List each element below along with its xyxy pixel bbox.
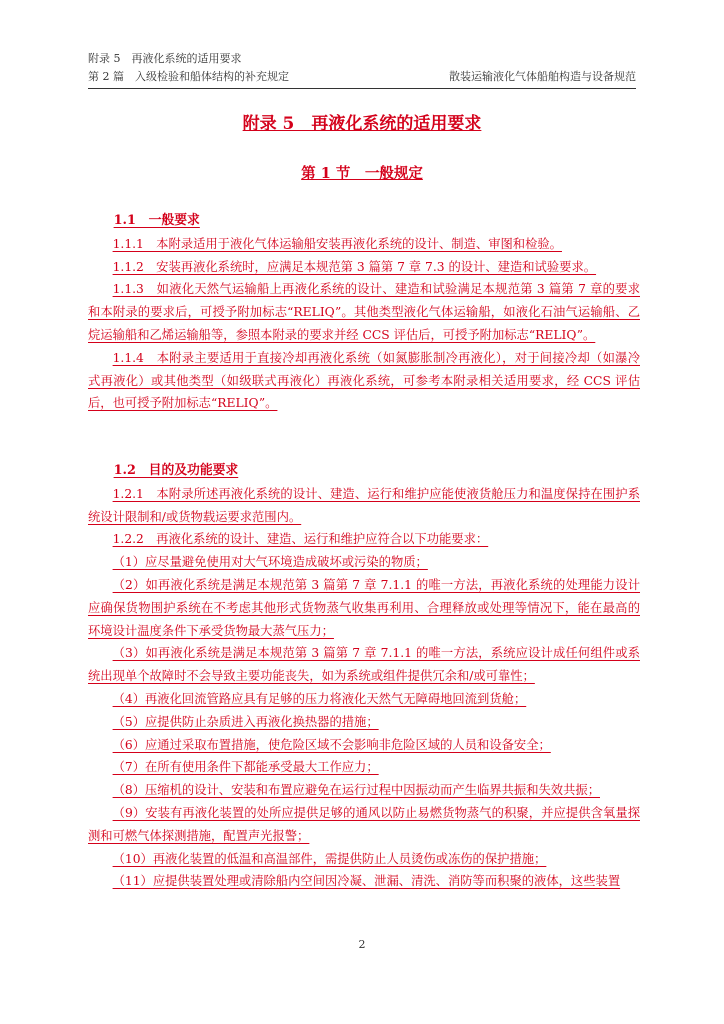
clause-1-1-2: 1.1.2 安装再液化系统时，应满足本规范第 3 篇第 7 章 7.3 的设计、建造和试验要求。 xyxy=(112,259,597,274)
requirement-item: （5）应提供防止杂质进入再液化换热器的措施； xyxy=(112,714,379,729)
running-header xyxy=(88,70,636,84)
section-1-1 xyxy=(88,210,640,415)
requirement-item: （7）在所有使用条件下都能承受最大工作应力； xyxy=(112,760,379,775)
heading-1-1: 1.1 一般要求 xyxy=(113,213,200,228)
header-rule xyxy=(88,88,636,89)
requirement-item: （2）如再液化系统是满足本规范第 3 篇第 7 章 7.1.1 的唯一方法，再液化系统的处理能力设计应确保货物围护系统在不考虑其他形式货物蒸气收集再利用、合理释放或处理等情况下，能在最高的环境设计温度条件下承受货物最大蒸气压力； xyxy=(88,577,640,638)
running-header-appendix: 附录 5 再液化系统的适用要求 xyxy=(88,52,242,65)
requirement-item: （6）应通过采取布置措施，使危险区域不会影响非危险区域的人员和设备安全； xyxy=(112,737,551,752)
requirement-item: （4）再液化回流管路应具有足够的压力将液化天然气无障碍地回流到货舱； xyxy=(112,691,527,706)
requirement-item: （9）安装有再液化装置的处所应提供足够的通风以防止易燃货物蒸气的积聚，并应提供含氧量探测和可燃气体探测措施，配置声光报警； xyxy=(88,805,640,843)
heading-1-2: 1.2 目的及功能要求 xyxy=(113,463,239,478)
clause-1-1-1: 1.1.1 本附录适用于液化气体运输船安装再液化系统的设计、制造、审图和检验。 xyxy=(112,236,562,251)
running-header-book-title: 散装运输液化气体船舶构造与设备规范 xyxy=(449,70,636,83)
requirement-item: （10）再液化装置的低温和高温部件，需提供防止人员烫伤或冻伤的保护措施； xyxy=(112,851,547,866)
section-1-2 xyxy=(88,460,640,893)
clause-1-2-1: 1.2.1 本附录所述再液化系统的设计、建造、运行和维护应能使液货舱压力和温度保持在围护系统设计限制和/或货物载运要求范围内。 xyxy=(88,486,640,524)
appendix-title: 附录 5 再液化系统的适用要求 xyxy=(242,114,482,134)
page-number: 2 xyxy=(358,938,366,951)
clause-1-1-4: 1.1.4 本附录主要适用于直接冷却再液化系统（如氮膨胀制冷再液化），对于间接冷却（如瀑冷式再液化）或其他类型（如级联式再液化）再液化系统，可参考本附录相关适用要求，经 CCS 评估后，也可授予附加标志“RELIQ”。 xyxy=(88,350,640,411)
section-title: 第 1 节 一般规定 xyxy=(301,165,423,182)
clause-1-1-3: 1.1.3 如液化天然气运输船上再液化系统的设计、建造和试验满足本规范第 3 篇第 7 章的要求和本附录的要求后，可授予附加标志“RELIQ”。其他类型液化气体运输船，如液化石油气运输船、乙烷运输船和乙烯运输船等，参照本附录的要求并经 CCS 评估后，可授予附加标志“RELIQ”。 xyxy=(88,282,640,342)
running-header-part: 第 2 篇 入级检验和船体结构的补充规定 xyxy=(88,70,289,83)
clause-1-2-2: 1.2.2 再液化系统的设计、建造、运行和维护应符合以下功能要求： xyxy=(112,532,489,547)
requirement-item: （8）压缩机的设计、安装和布置应避免在运行过程中因振动而产生临界共振和失效共振； xyxy=(112,783,600,798)
requirement-item: （1）应尽量避免使用对大气环境造成破坏或污染的物质； xyxy=(112,555,428,570)
requirement-item: （11）应提供装置处理或清除船内空间因冷凝、泄漏、清洗、消防等而积聚的液体，这些装置 xyxy=(112,874,621,889)
requirement-item: （3）如再液化系统是满足本规范第 3 篇第 7 章 7.1.1 的唯一方法，系统应设计成任何组件或系统出现单个故障时不会导致主要功能丧失，如为系统或组件提供冗余和/或可靠性； xyxy=(88,646,640,684)
